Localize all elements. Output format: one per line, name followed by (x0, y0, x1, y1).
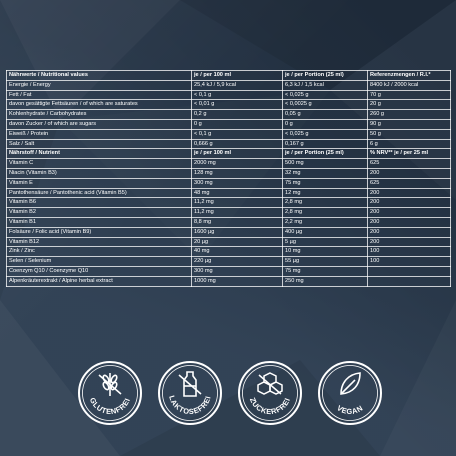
table-cell: 10 mg (283, 247, 368, 257)
table-cell: Fett / Fat (7, 90, 192, 100)
table-cell: 1000 mg (192, 276, 283, 286)
header-cell: je / per Portion (25 ml) (283, 149, 368, 159)
table-cell: 0,666 g (192, 139, 283, 149)
table-cell: Selen / Selenium (7, 257, 192, 267)
badge-label: LAKTOSEFREI (167, 394, 213, 417)
svg-text:ZUCKERFREI (248, 396, 292, 416)
wheat-icon (77, 360, 143, 426)
table-cell: 300 mg (192, 266, 283, 276)
table-cell: 32 mg (283, 168, 368, 178)
sugar-cubes-icon (237, 360, 303, 426)
table-cell: 200 (368, 168, 451, 178)
table-cell: Eiweiß / Protein (7, 129, 192, 139)
badge-label: ZUCKERFREI (247, 396, 293, 417)
table-cell: Pantothensäure / Pantothenic acid (Vitamin B5) (7, 188, 192, 198)
table-row (7, 217, 451, 227)
table-cell: 11,2 mg (192, 208, 283, 218)
table-cell: Coenzym Q10 / Coenzyme Q10 (7, 266, 192, 276)
table-cell: Vitamin C (7, 159, 192, 169)
table-cell: Vitamin B6 (7, 198, 192, 208)
table-cell: 6 g (368, 139, 451, 149)
header-cell: je / per 100 ml (192, 149, 283, 159)
table-cell: Kohlenhydrate / Carbohydrates (7, 110, 192, 120)
table-cell: 200 (368, 198, 451, 208)
lactosefree-badge (157, 360, 223, 426)
table-row (7, 159, 451, 169)
header-cell: je / per 100 ml (192, 71, 283, 81)
table-cell: 200 (368, 237, 451, 247)
table-cell: Folsäure / Folic acid (Vitamin B9) (7, 227, 192, 237)
milk-bottle-icon (157, 360, 223, 426)
badge-label: VEGAN (335, 403, 365, 417)
table-row (7, 168, 451, 178)
table-row (7, 80, 451, 90)
table-cell: Vitamin B2 (7, 208, 192, 218)
table-cell: 0 g (283, 119, 368, 129)
header-cell: Nährstoff / Nutrient (7, 149, 192, 159)
table-cell: 100 (368, 257, 451, 267)
nutrition-tables (6, 70, 450, 287)
table-header-row (7, 71, 451, 81)
table-cell: 0,05 g (283, 110, 368, 120)
table-cell: 25,4 kJ / 5,9 kcal (192, 80, 283, 90)
table-cell: 2,2 mg (283, 217, 368, 227)
table-cell: 5 µg (283, 237, 368, 247)
header-cell: Nährwerte / Nutritional values (7, 71, 192, 81)
table-cell: 100 (368, 247, 451, 257)
table-cell: < 0,025 g (283, 129, 368, 139)
table-row (7, 178, 451, 188)
table-cell: 2000 mg (192, 159, 283, 169)
svg-text:VEGAN (335, 403, 364, 416)
table-cell: 8,8 mg (192, 217, 283, 227)
table-cell: 0,2 g (192, 110, 283, 120)
table-cell: 70 g (368, 90, 451, 100)
table-cell: 11,2 mg (192, 198, 283, 208)
table-cell: 625 (368, 178, 451, 188)
table-cell: davon gesättigte Fettsäuren / of which are saturates (7, 100, 192, 110)
table-cell: 40 mg (192, 247, 283, 257)
table-cell: 300 mg (192, 178, 283, 188)
table-cell: 55 µg (283, 257, 368, 267)
table-cell: 200 (368, 208, 451, 218)
table-cell: 12 mg (283, 188, 368, 198)
table-row (7, 208, 451, 218)
table-cell: 90 g (368, 119, 451, 129)
table-cell: Energie / Energy (7, 80, 192, 90)
table-cell: Salz / Salt (7, 139, 192, 149)
table-cell (368, 266, 451, 276)
table-row (7, 110, 451, 120)
svg-text:LAKTOSEFREI (167, 394, 213, 416)
certification-badges (0, 360, 456, 430)
table-cell: 200 (368, 217, 451, 227)
table-cell: 200 (368, 227, 451, 237)
header-cell: % NRV** je / per 25 ml (368, 149, 451, 159)
table-cell: 500 mg (283, 159, 368, 169)
table-cell: 220 µg (192, 257, 283, 267)
table-row (7, 266, 451, 276)
table-cell: Zink / Zinc (7, 247, 192, 257)
table-cell: 1600 µg (192, 227, 283, 237)
table-cell: Alpenkräuterextrakt / Alpine herbal extract (7, 276, 192, 286)
table-cell: < 0,1 g (192, 90, 283, 100)
table-cell: 260 g (368, 110, 451, 120)
table-cell: Niacin (Vitamin B3) (7, 168, 192, 178)
table-row (7, 100, 451, 110)
table-row (7, 247, 451, 257)
header-cell: Referenzmengen / R.I.* (368, 71, 451, 81)
table-row (7, 139, 451, 149)
table-row (7, 90, 451, 100)
table-cell: 625 (368, 159, 451, 169)
table-cell: 200 (368, 188, 451, 198)
table-cell: 48 mg (192, 188, 283, 198)
table-row (7, 276, 451, 286)
table-cell: < 0,025 g (283, 90, 368, 100)
table-cell (368, 276, 451, 286)
vegan-badge (317, 360, 383, 426)
badge-label: GLUTENFREI (87, 396, 133, 417)
table-cell: 400 µg (283, 227, 368, 237)
table-row (7, 188, 451, 198)
table-cell: 2,8 mg (283, 208, 368, 218)
svg-text:GLUTENFREI (88, 396, 132, 416)
table-cell: 8400 kJ / 2000 kcal (368, 80, 451, 90)
table-cell: 250 mg (283, 276, 368, 286)
table-cell: Vitamin E (7, 178, 192, 188)
table-cell: 128 mg (192, 168, 283, 178)
table-cell: 75 mg (283, 178, 368, 188)
table-cell: 50 g (368, 129, 451, 139)
table-cell: 0,167 g (283, 139, 368, 149)
sugarfree-badge (237, 360, 303, 426)
table-row (7, 119, 451, 129)
table-row (7, 227, 451, 237)
table-cell: 0 g (192, 119, 283, 129)
table-cell: 20 µg (192, 237, 283, 247)
table-row (7, 198, 451, 208)
table-cell: 20 g (368, 100, 451, 110)
header-cell: je / per Portion (25 ml) (283, 71, 368, 81)
glutenfree-badge (77, 360, 143, 426)
table-row (7, 237, 451, 247)
table-cell: < 0,0025 g (283, 100, 368, 110)
leaf-icon (317, 360, 383, 426)
table-header-row (7, 149, 451, 159)
table-cell: < 0,1 g (192, 129, 283, 139)
table-cell: davon Zucker / of which are sugars (7, 119, 192, 129)
table-cell: 6,3 kJ / 1,5 kcal (283, 80, 368, 90)
table-cell: 75 mg (283, 266, 368, 276)
nutrition-values-table (6, 70, 451, 287)
table-cell: 2,8 mg (283, 198, 368, 208)
table-cell: < 0,01 g (192, 100, 283, 110)
table-cell: Vitamin B12 (7, 237, 192, 247)
table-cell: Vitamin B1 (7, 217, 192, 227)
table-row (7, 257, 451, 267)
table-row (7, 129, 451, 139)
